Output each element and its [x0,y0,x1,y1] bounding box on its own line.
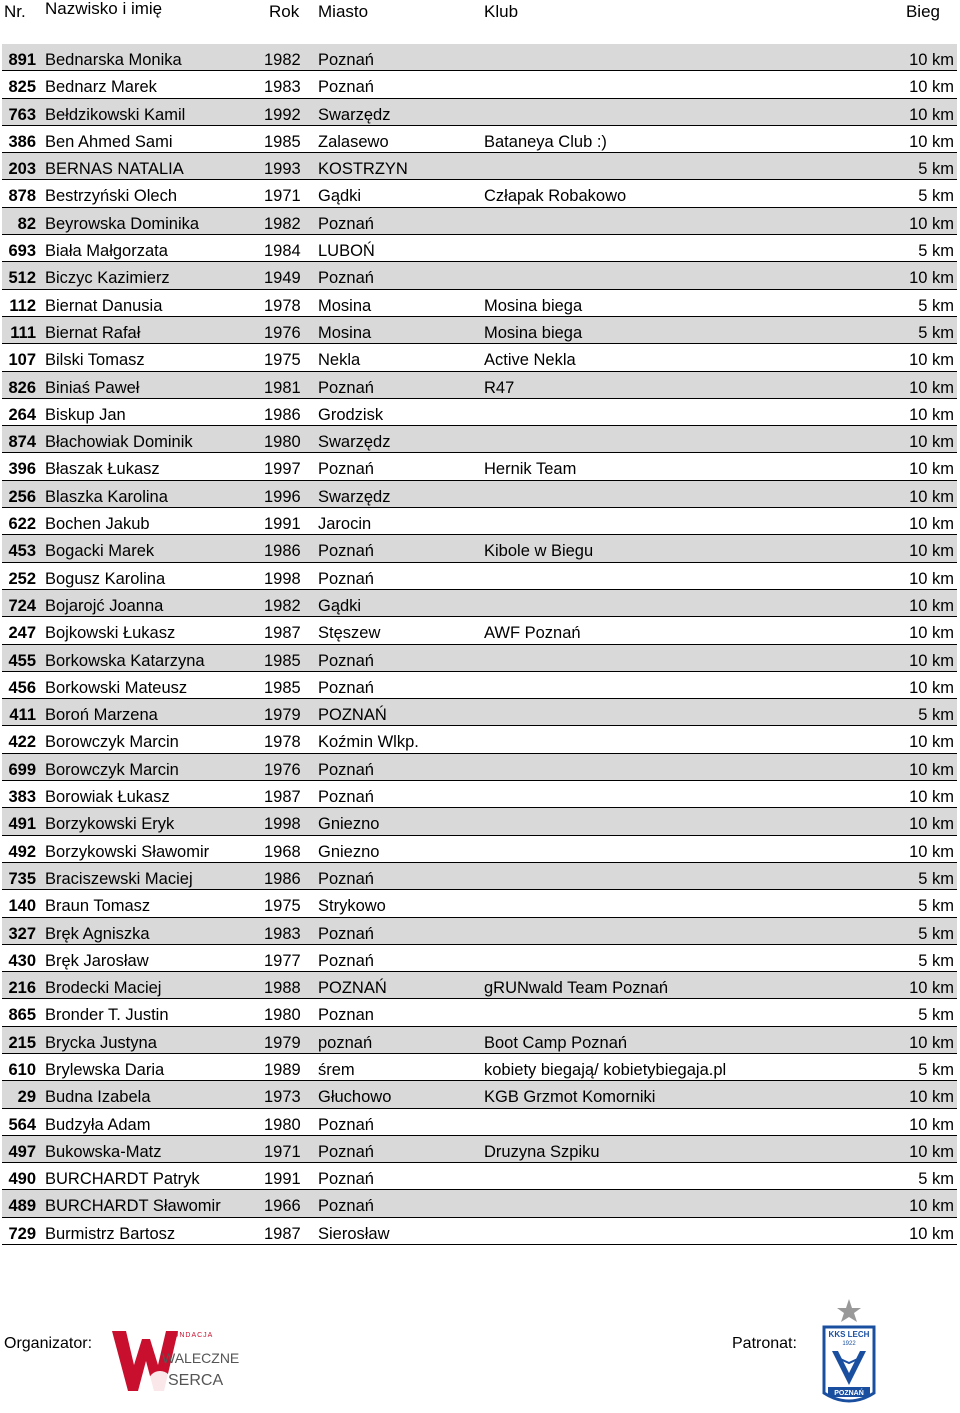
cell-klub: Mosina biega [484,296,583,315]
cell-nr: 826 [8,378,36,397]
table-row [2,235,957,262]
cell-bieg: 10 km [909,351,954,370]
cell-name: Bochen Jakub [45,515,150,534]
cell-rok: 1985 [264,132,301,151]
cell-name: Biernat Danusia [45,296,163,315]
cell-miasto: Poznań [318,1170,374,1189]
table-row [2,344,957,371]
cell-rok: 1978 [264,296,301,315]
cell-miasto: Poznań [318,678,374,697]
cell-bieg: 10 km [909,651,954,670]
table-row [2,781,957,808]
cell-bieg: 10 km [909,78,954,97]
cell-miasto: Poznań [318,1115,374,1134]
cell-bieg: 10 km [909,1224,954,1243]
table-row [2,44,957,71]
cell-nr: 490 [8,1170,36,1189]
table-row [2,1163,957,1190]
cell-rok: 1976 [264,323,301,342]
cell-miasto: Poznań [318,51,374,69]
cell-name: Bojarojć Joanna [45,596,164,615]
cell-name: Bednarz Marek [45,78,157,97]
cell-miasto: Poznań [318,378,374,397]
cell-miasto: Mosina [318,323,372,342]
cell-klub: Active Nekla [484,351,576,370]
cell-name: Burmistrz Bartosz [45,1224,176,1243]
cell-rok: 1981 [264,378,301,397]
cell-nr: 489 [8,1197,36,1216]
cell-rok: 1987 [264,1224,301,1243]
cell-miasto: LUBOŃ [318,242,375,261]
cell-nr: 891 [8,51,36,69]
table-row [2,918,957,945]
cell-rok: 1980 [264,1115,301,1134]
cell-klub: Druzyna Szpiku [484,1142,600,1161]
cell-nr: 610 [8,1060,36,1079]
cell-bieg: 5 km [918,1060,954,1079]
cell-name: Boroń Marzena [45,706,158,725]
cell-bieg: 10 km [909,1033,954,1052]
header-bieg: Bieg [905,2,940,21]
cell-miasto: Poznań [318,78,374,97]
cell-name: Borowczyk Marcin [45,733,179,752]
cell-bieg: 10 km [909,596,954,615]
table-row [2,399,957,426]
cell-nr: 512 [8,269,36,288]
cell-rok: 1985 [264,651,301,670]
cell-klub: Hernik Team [484,460,577,479]
cell-bieg: 10 km [909,515,954,534]
cell-name: Budna Izabela [45,1088,151,1107]
cell-bieg: 10 km [909,733,954,752]
cell-nr: 825 [8,78,36,97]
logo-text-serca: SERCA [168,1372,224,1389]
cell-bieg: 10 km [909,105,954,124]
cell-klub: gRUNwald Team Poznań [484,979,669,998]
cell-miasto: Poznań [318,269,374,288]
cell-klub: Kibole w Biegu [484,542,594,561]
cell-rok: 1984 [264,242,301,261]
table-row [2,1081,957,1108]
cell-rok: 1986 [264,542,301,561]
cell-bieg: 10 km [909,433,954,452]
cell-miasto: poznań [318,1033,373,1052]
cell-miasto: Poznań [318,569,374,588]
cell-nr: 763 [8,105,36,124]
cell-rok: 1989 [264,1060,301,1079]
cell-rok: 1983 [264,78,301,97]
cell-rok: 1998 [264,569,301,588]
cell-klub: AWF Poznań [484,624,581,643]
cell-bieg: 10 km [909,405,954,424]
cell-rok: 1975 [264,351,301,370]
cell-miasto: Gądki [318,596,362,615]
table-row [2,1109,957,1136]
table-row [2,836,957,863]
cell-miasto: Poznań [318,542,374,561]
header-klub: Klub [484,2,519,21]
cell-name: Brycka Justyna [45,1033,157,1052]
cell-nr: 383 [8,788,36,807]
table-row [2,972,957,999]
cell-miasto: Głuchowo [318,1088,392,1107]
table-row [2,1136,957,1163]
footer [0,1295,960,1413]
cell-bieg: 10 km [909,1142,954,1161]
lech-text-year: 1922 [842,1341,856,1347]
cell-bieg: 10 km [909,1088,954,1107]
cell-bieg: 10 km [909,788,954,807]
cell-rok: 1977 [264,951,301,970]
cell-name: Bukowska-Matz [45,1142,162,1161]
cell-bieg: 10 km [909,487,954,506]
cell-nr: 396 [8,460,36,479]
cell-miasto: Poznań [318,924,374,943]
cell-name: BURCHARDT Patryk [45,1170,200,1189]
participants-table [2,44,957,1245]
cell-bieg: 5 km [918,242,954,261]
cell-nr: 729 [8,1224,36,1243]
cell-rok: 1988 [264,979,301,998]
cell-klub: Bataneya Club :) [484,132,607,151]
cell-rok: 1993 [264,160,301,179]
cell-rok: 1980 [264,433,301,452]
cell-nr: 422 [8,733,36,752]
table-header [0,0,960,22]
cell-name: Biała Małgorzata [45,242,168,261]
cell-rok: 1997 [264,460,301,479]
table-row [2,426,957,453]
cell-miasto: Sierosław [318,1224,390,1243]
table-row [2,726,957,753]
organizer-label: Organizator: [4,1335,93,1352]
table-row [2,590,957,617]
cell-rok: 1983 [264,924,301,943]
cell-nr: 215 [8,1033,36,1052]
cell-bieg: 10 km [909,678,954,697]
table-row [2,754,957,781]
cell-nr: 699 [8,760,36,779]
table-row [2,453,957,480]
table-row [2,208,957,235]
cell-klub: R47 [484,378,515,397]
cell-miasto: Koźmin Wlkp. [318,733,419,752]
cell-name: Biskup Jan [45,405,126,424]
cell-name: Budzyła Adam [45,1115,151,1134]
cell-miasto: Gniezno [318,842,380,861]
cell-bieg: 10 km [909,132,954,151]
cell-name: Brodecki Maciej [45,979,162,998]
table-row [2,672,957,699]
cell-name: Bręk Jarosław [45,951,149,970]
cell-bieg: 5 km [918,869,954,888]
table-row [2,99,957,126]
cell-nr: 724 [8,596,36,615]
cell-name: Borowczyk Marcin [45,760,179,779]
cell-name: Bogusz Karolina [45,569,166,588]
cell-nr: 622 [8,515,36,534]
cell-nr: 327 [8,924,36,943]
cell-bieg: 5 km [918,951,954,970]
cell-miasto: Grodzisk [318,405,384,424]
cell-klub: Mosina biega [484,323,583,342]
cell-name: Błachowiak Dominik [45,433,193,452]
cell-name: Bręk Agniszka [45,924,150,943]
cell-name: Borkowska Katarzyna [45,651,205,670]
cell-nr: 252 [8,569,36,588]
cell-miasto: Poznań [318,760,374,779]
cell-nr: 878 [8,187,36,206]
logo-text-waleczne: WALECZNE [162,1350,240,1366]
cell-name: Błaszak Łukasz [45,460,160,479]
cell-bieg: 5 km [918,1170,954,1189]
cell-rok: 1991 [264,515,301,534]
cell-bieg: 10 km [909,1115,954,1134]
cell-miasto: śrem [318,1060,355,1079]
cell-nr: 256 [8,487,36,506]
table-row [2,535,957,562]
cell-bieg: 10 km [909,842,954,861]
table-row [2,153,957,180]
cell-nr: 735 [8,869,36,888]
table-row [2,808,957,835]
cell-bieg: 10 km [909,569,954,588]
cell-rok: 1991 [264,1170,301,1189]
cell-miasto: Poznań [318,951,374,970]
cell-klub: KGB Grzmot Komorniki [484,1088,656,1107]
table-row [2,617,957,644]
cell-nr: 865 [8,1006,36,1025]
cell-bieg: 5 km [918,1006,954,1025]
cell-nr: 693 [8,242,36,261]
cell-bieg: 5 km [918,296,954,315]
cell-miasto: Swarzędz [318,487,391,506]
waleczne-serca-logo [108,1325,240,1397]
cell-rok: 1992 [264,105,301,124]
cell-bieg: 5 km [918,323,954,342]
cell-name: Beyrowska Dominika [45,214,200,233]
cell-name: Borzykowski Eryk [45,815,175,834]
cell-miasto: Gądki [318,187,362,206]
cell-nr: 453 [8,542,36,561]
cell-bieg: 5 km [918,897,954,916]
cell-bieg: 5 km [918,706,954,725]
cell-bieg: 5 km [918,924,954,943]
logo-text-fundacja: FUNDACJA [168,1332,214,1339]
cell-miasto: Zalasewo [318,132,389,151]
cell-name: Biniaś Paweł [45,378,140,397]
cell-name: Brylewska Daria [45,1060,165,1079]
cell-nr: 203 [8,160,36,179]
table-row [2,1054,957,1081]
header-rok: Rok [269,2,300,21]
cell-miasto: Mosina [318,296,372,315]
cell-nr: 107 [8,351,36,370]
cell-miasto: POZNAŃ [318,706,387,725]
table-row [2,481,957,508]
cell-rok: 1966 [264,1197,301,1216]
cell-rok: 1987 [264,788,301,807]
cell-rok: 1968 [264,842,301,861]
cell-nr: 874 [8,433,36,452]
cell-miasto: Poznań [318,869,374,888]
cell-klub: Człapak Robakowo [484,187,627,206]
cell-rok: 1975 [264,897,301,916]
table-row [2,1190,957,1217]
cell-bieg: 10 km [909,979,954,998]
cell-rok: 1987 [264,624,301,643]
table-row [2,863,957,890]
table-row [2,180,957,207]
cell-nr: 216 [8,979,36,998]
cell-rok: 1976 [264,760,301,779]
cell-miasto: Swarzędz [318,433,391,452]
table-row [2,508,957,535]
cell-bieg: 10 km [909,760,954,779]
cell-nr: 497 [8,1142,36,1161]
cell-nr: 140 [8,897,36,916]
cell-nr: 247 [8,624,36,643]
cell-nr: 112 [9,296,36,315]
header-name: Nazwisko i imię [45,0,163,18]
cell-rok: 1980 [264,1006,301,1025]
table-row [2,126,957,153]
cell-miasto: Poznan [318,1006,374,1025]
table-row [2,372,957,399]
table-row [2,262,957,289]
cell-name: Bojkowski Łukasz [45,624,176,643]
cell-nr: 29 [17,1088,36,1107]
table-row [2,699,957,726]
cell-miasto: Poznań [318,214,374,233]
cell-miasto: Nekla [318,351,361,370]
cell-bieg: 10 km [909,1197,954,1216]
cell-nr: 430 [8,951,36,970]
kks-lech-logo [818,1297,880,1409]
cell-bieg: 10 km [909,542,954,561]
cell-nr: 386 [8,132,36,151]
table-row [2,317,957,344]
cell-miasto: Strykowo [318,897,386,916]
cell-bieg: 5 km [918,187,954,206]
cell-name: Borowiak Łukasz [45,788,170,807]
header-nr: Nr. [4,2,26,21]
cell-klub: Boot Camp Poznań [484,1033,628,1052]
table-row [2,1027,957,1054]
cell-name: Bilski Tomasz [45,351,145,370]
cell-nr: 456 [8,678,36,697]
table-row [2,563,957,590]
cell-bieg: 5 km [918,160,954,179]
cell-rok: 1978 [264,733,301,752]
cell-miasto: Poznań [318,1142,374,1161]
cell-name: Borzykowski Sławomir [45,842,210,861]
cell-rok: 1982 [264,214,301,233]
cell-miasto: Poznań [318,788,374,807]
cell-nr: 264 [8,405,36,424]
cell-rok: 1971 [264,1142,301,1161]
cell-bieg: 10 km [909,815,954,834]
cell-name: Bronder T. Justin [45,1006,169,1025]
cell-name: Borkowski Mateusz [45,678,188,697]
lech-text-top: KKS LECH [828,1330,870,1339]
table-row [2,999,957,1026]
cell-rok: 1973 [264,1088,301,1107]
cell-miasto: Swarzędz [318,105,391,124]
cell-rok: 1979 [264,1033,301,1052]
cell-name: Ben Ahmed Sami [45,132,173,151]
cell-nr: 411 [9,706,36,725]
cell-miasto: KOSTRZYN [318,160,408,179]
cell-rok: 1996 [264,487,301,506]
cell-miasto: Poznań [318,1197,374,1216]
cell-rok: 1979 [264,706,301,725]
cell-name: Bogacki Marek [45,542,155,561]
cell-name: Bestrzyński Olech [45,187,178,206]
table-row [2,71,957,98]
cell-bieg: 10 km [909,51,954,69]
cell-klub: kobiety biegają/ kobietybiegaja.pl [484,1060,727,1079]
lech-text-bottom: POZNAŃ [834,1390,864,1397]
cell-nr: 455 [8,651,36,670]
patron-label: Patronat: [732,1335,797,1352]
cell-rok: 1982 [264,51,301,69]
cell-bieg: 10 km [909,624,954,643]
header-miasto: Miasto [318,2,369,21]
cell-name: Blaszka Karolina [45,487,168,506]
cell-nr: 82 [17,214,36,233]
cell-name: Biernat Rafał [45,323,141,342]
cell-rok: 1998 [264,815,301,834]
cell-rok: 1986 [264,405,301,424]
cell-rok: 1982 [264,596,301,615]
cell-nr: 491 [8,815,36,834]
cell-bieg: 10 km [909,269,954,288]
cell-miasto: Poznań [318,460,374,479]
cell-bieg: 10 km [909,460,954,479]
table-row [2,1218,957,1245]
cell-rok: 1985 [264,678,301,697]
table-row [2,945,957,972]
table-row [2,890,957,917]
table-row [2,290,957,317]
cell-rok: 1971 [264,187,301,206]
cell-miasto: Gniezno [318,815,380,834]
cell-rok: 1949 [264,269,301,288]
cell-bieg: 10 km [909,214,954,233]
cell-name: Braciszewski Maciej [45,869,193,888]
cell-miasto: Poznań [318,651,374,670]
cell-miasto: Jarocin [318,515,372,534]
cell-name: Biczyc Kazimierz [45,269,170,288]
cell-bieg: 10 km [909,378,954,397]
cell-name: Bednarska Monika [45,51,182,69]
cell-name: Bełdzikowski Kamil [45,105,186,124]
cell-nr: 492 [8,842,36,861]
cell-name: Braun Tomasz [45,897,151,916]
cell-rok: 1986 [264,869,301,888]
cell-miasto: Stęszew [318,624,381,643]
table-row [2,645,957,672]
cell-name: BURCHARDT Sławomir [45,1197,221,1216]
cell-miasto: POZNAŃ [318,979,387,998]
cell-name: BERNAS NATALIA [45,160,184,179]
cell-nr: 564 [8,1115,36,1134]
cell-nr: 111 [10,323,36,342]
